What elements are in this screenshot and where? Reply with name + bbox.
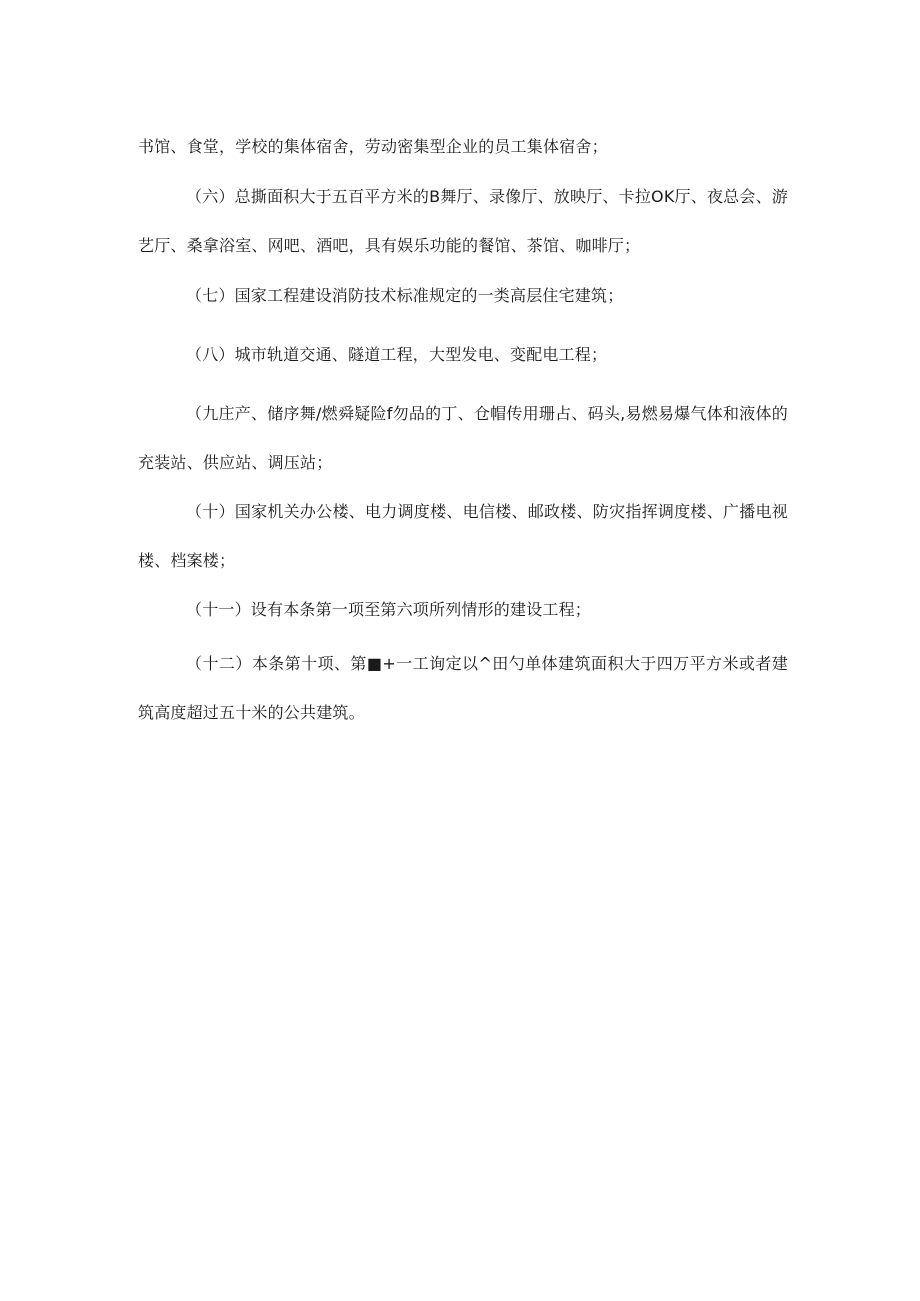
paragraph-item-11: （十一）设有本条第一项至第六项所列情形的建设工程； bbox=[186, 600, 592, 619]
paragraph-item-8: （八）城市轨道交通、隧道工程，大型发电、变配电工程； bbox=[186, 345, 608, 364]
paragraph-item-12: （十二）本条第十项、第■+一工询定以^田勺单体建筑面积大于四万平方米或者建筑高度超过五十米的公共建筑。 bbox=[138, 654, 788, 722]
paragraph-item-10: （十）国家机关办公楼、电力调度楼、电信楼、邮政楼、防灾指挥调度楼、广播电视楼、档案楼； bbox=[138, 502, 788, 570]
document-body bbox=[138, 122, 788, 737]
paragraph-continuation: 书馆、食堂，学校的集体宿舍，劳动密集型企业的员工集体宿舍； bbox=[138, 137, 608, 156]
paragraph-item-7: （七）国家工程建设消防技术标准规定的一类高层住宅建筑； bbox=[186, 286, 624, 305]
paragraph-item-9: （九庄产、储序舞/燃舜疑险f勿品的丁、仓帽传用珊占、码头,易燃易爆气体和液体的充装站、供应站、调压站； bbox=[138, 404, 788, 472]
paragraph-item-6: （六）总撕面积大于五百平方米的B舞厅、录像厅、放映厅、卡拉OK厅、夜总会、游艺厅、桑拿浴室、网吧、酒吧，具有娱乐功能的餐馆、茶馆、咖啡厅； bbox=[138, 187, 788, 255]
